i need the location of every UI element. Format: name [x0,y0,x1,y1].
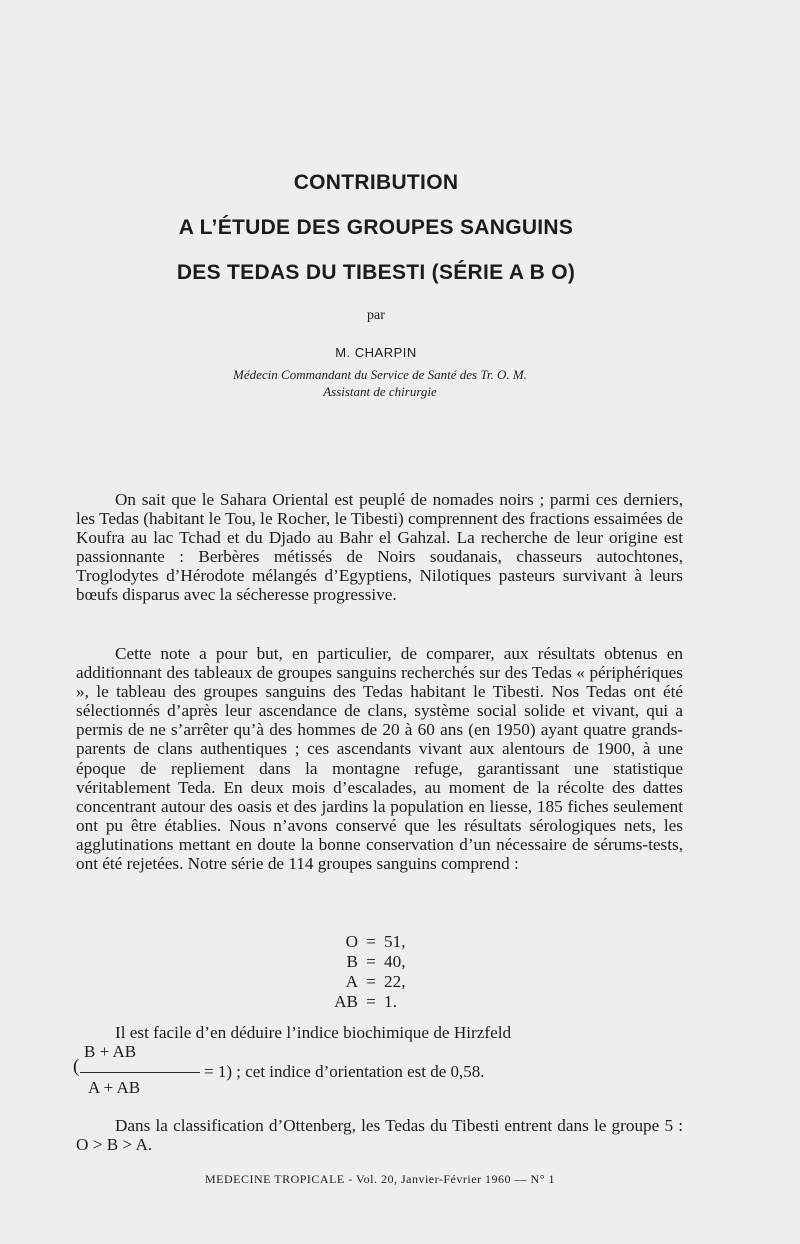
fraction-bar [80,1072,200,1073]
blood-group-row [300,932,416,952]
equals-sign: = [366,992,376,1011]
page-footer: MEDECINE TROPICALE - Vol. 20, Janvier-Février 1960 — N° 1 [204,1172,556,1186]
group-label: B [346,952,358,971]
blood-group-row [300,952,416,972]
group-label: O [345,932,358,951]
equals-sign: = [366,932,376,951]
group-count: 51, [384,932,406,951]
blood-group-row [300,972,416,992]
title-line-2: A L’ÉTUDE DES GROUPES SANGUINS [178,216,574,239]
group-count: 1. [384,992,397,1011]
group-label: A [345,972,358,991]
equals-sign: = [366,952,376,971]
byline-par: par [367,308,385,323]
blood-group-row [300,992,416,1012]
group-count: 40, [384,952,406,971]
title-line-1: CONTRIBUTION [293,171,459,194]
affiliation-line-2: Assistant de chirurgie [323,384,437,399]
paragraph-1: On sait que le Sahara Oriental est peuplé de nomades noirs ; parmi ces derniers, les Tedas (habitant le Tou, le Rocher, le Tibesti) comprennent des fractions essaimées de Koufra au lac Tchad et du Djado au Bahr el Gahzal. La recherche de leur origine est passionnante : Berbères métissés de Noirs soudanais, chasseurs autochtones, Troglodytes d’Hérodote mélangés d’Egyptiens, Nilotiques pasteurs survivant à leurs bœufs disparus avec la sécheresse progressive. [76,490,683,605]
formula-denominator: A + AB [88,1078,141,1097]
author-affiliation [165,366,595,400]
paragraph-3: Il est facile d’en déduire l’indice biochimique de Hirzfeld [115,1023,512,1042]
affiliation-line-1: Médecin Commandant du Service de Santé des Tr. O. M. [233,367,527,382]
group-count: 22, [384,972,406,991]
formula-numerator: B + AB [84,1042,137,1061]
formula-result: = 1) ; cet indice d’orientation est de 0,58. [204,1062,485,1081]
formula-open-paren: ( [73,1056,80,1077]
paragraph-4: Dans la classification d’Ottenberg, les Tedas du Tibesti entrent dans le groupe 5 : O > B > A. [76,1116,683,1155]
group-label: AB [334,992,358,1011]
author-name: M. CHARPIN [335,345,417,360]
blood-group-table [300,932,416,1012]
equals-sign: = [366,972,376,991]
title-line-3: DES TEDAS DU TIBESTI (SÉRIE A B O) [176,261,576,284]
paragraph-2: Cette note a pour but, en particulier, de comparer, aux résultats obtenus en additionnant des tableaux de groupes sanguins recherchés sur des Tedas « périphériques », le tableau des groupes sanguins des Tedas habitant le Tibesti. Nos Tedas ont été sélectionnés d’après leur ascendance de clans, système social solide et vivant, qui a permis de ne s’arrêter qu’à des hommes de 20 à 60 ans (en 1950) ayant quatre grands-parents de clans authentiques ; ces ascendants vivant aux alentours de 1900, à une époque de repliement dans la montagne refuge, garantissant une statistique véritablement Teda. En deux mois d’escalades, au moment de la récolte des dattes concentrant autour des oasis et des jardins la population en liesse, 185 fiches seulement ont pu être établies. Nous n’avons conservé que les résultats sérologiques nets, les agglutinations mettant en doute la bonne conservation d’un nécessaire de sérums-tests, ont été rejetées. Notre série de 114 groupes sanguins comprend : [76,644,683,874]
